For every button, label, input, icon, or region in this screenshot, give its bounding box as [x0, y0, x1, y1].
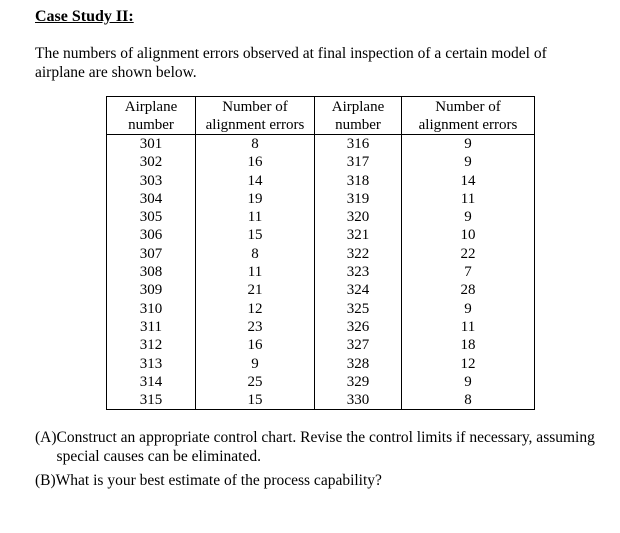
table-cell: 11 — [402, 190, 535, 208]
table-cell: 312 — [107, 336, 196, 354]
table-cell: 9 — [196, 355, 315, 373]
table-row — [107, 355, 535, 373]
table-cell: 325 — [315, 300, 402, 318]
table-cell: 15 — [196, 391, 315, 410]
question-text: Construct an appropriate control chart. Revise the control limits if necessary, assuming special causes can be eliminated. — [56, 429, 595, 465]
table-cell: 23 — [196, 318, 315, 336]
table-cell: 8 — [196, 135, 315, 154]
table-cell: 7 — [402, 263, 535, 281]
table-cell: 320 — [315, 208, 402, 226]
table-row — [107, 373, 535, 391]
table-cell: 12 — [196, 300, 315, 318]
table-cell: 16 — [196, 336, 315, 354]
table-cell: 19 — [196, 190, 315, 208]
table-cell: 308 — [107, 263, 196, 281]
table-cell: 315 — [107, 391, 196, 410]
table-cell: 307 — [107, 245, 196, 263]
table-cell: 9 — [402, 153, 535, 171]
questions — [35, 428, 615, 495]
question-label: (A) — [35, 429, 57, 446]
header-line: Airplane — [331, 99, 385, 115]
table-cell: 318 — [315, 172, 402, 190]
question-label: (B) — [35, 472, 56, 489]
table-cell: 322 — [315, 245, 402, 263]
table-cell: 16 — [196, 153, 315, 171]
table-cell: 304 — [107, 190, 196, 208]
table-row — [107, 135, 535, 154]
header-line: number — [335, 117, 381, 133]
header-line: Number of — [222, 99, 288, 115]
table-cell: 302 — [107, 153, 196, 171]
header-line: alignment errors — [205, 117, 305, 133]
table-cell: 21 — [196, 281, 315, 299]
table-cell: 329 — [315, 373, 402, 391]
table-cell: 14 — [402, 172, 535, 190]
table-row — [107, 300, 535, 318]
table-cell: 316 — [315, 135, 402, 154]
header-airplane-number-1 — [107, 97, 196, 135]
table-cell: 9 — [402, 208, 535, 226]
table-cell: 326 — [315, 318, 402, 336]
case-study-heading: Case Study II: — [35, 8, 134, 25]
table-cell: 303 — [107, 172, 196, 190]
header-alignment-errors-2 — [402, 97, 535, 135]
table-row — [107, 226, 535, 244]
table-row — [107, 391, 535, 410]
table-row — [107, 153, 535, 171]
table-cell: 25 — [196, 373, 315, 391]
table-cell: 309 — [107, 281, 196, 299]
table-cell: 10 — [402, 226, 535, 244]
header-line: number — [128, 117, 174, 133]
table-cell: 324 — [315, 281, 402, 299]
table-header-row — [107, 97, 535, 135]
intro-paragraph: The numbers of alignment errors observed at final inspection of a certain model of airplane are shown below. — [35, 45, 547, 81]
table-cell: 317 — [315, 153, 402, 171]
table-cell: 323 — [315, 263, 402, 281]
table-cell: 306 — [107, 226, 196, 244]
alignment-errors-table — [106, 96, 535, 410]
header-airplane-number-2 — [315, 97, 402, 135]
table-body — [107, 135, 535, 410]
table-cell: 310 — [107, 300, 196, 318]
table-cell: 301 — [107, 135, 196, 154]
table-cell: 8 — [402, 391, 535, 410]
table-cell: 314 — [107, 373, 196, 391]
table-cell: 311 — [107, 318, 196, 336]
table-cell: 9 — [402, 300, 535, 318]
table-cell: 11 — [402, 318, 535, 336]
table-cell: 15 — [196, 226, 315, 244]
table-cell: 11 — [196, 263, 315, 281]
table-cell: 28 — [402, 281, 535, 299]
table-cell: 11 — [196, 208, 315, 226]
table-cell: 328 — [315, 355, 402, 373]
table-cell: 313 — [107, 355, 196, 373]
table-row — [107, 245, 535, 263]
table-row — [107, 318, 535, 336]
table-cell: 327 — [315, 336, 402, 354]
table-row — [107, 172, 535, 190]
table-cell: 321 — [315, 226, 402, 244]
table-row — [107, 336, 535, 354]
table-cell: 330 — [315, 391, 402, 410]
question-a — [35, 428, 615, 466]
header-line: Airplane — [124, 99, 178, 115]
table-cell: 14 — [196, 172, 315, 190]
header-alignment-errors-1 — [196, 97, 315, 135]
table-cell: 305 — [107, 208, 196, 226]
header-line: Number of — [435, 99, 501, 115]
table-cell: 18 — [402, 336, 535, 354]
table-row — [107, 190, 535, 208]
table-cell: 9 — [402, 135, 535, 154]
question-b — [35, 471, 615, 490]
question-text: What is your best estimate of the process capability? — [55, 472, 382, 489]
table-cell: 22 — [402, 245, 535, 263]
header-line: alignment errors — [418, 117, 518, 133]
table-row — [107, 281, 535, 299]
table-cell: 12 — [402, 355, 535, 373]
table-cell: 9 — [402, 373, 535, 391]
table-cell: 319 — [315, 190, 402, 208]
table-row — [107, 263, 535, 281]
table-row — [107, 208, 535, 226]
table-cell: 8 — [196, 245, 315, 263]
